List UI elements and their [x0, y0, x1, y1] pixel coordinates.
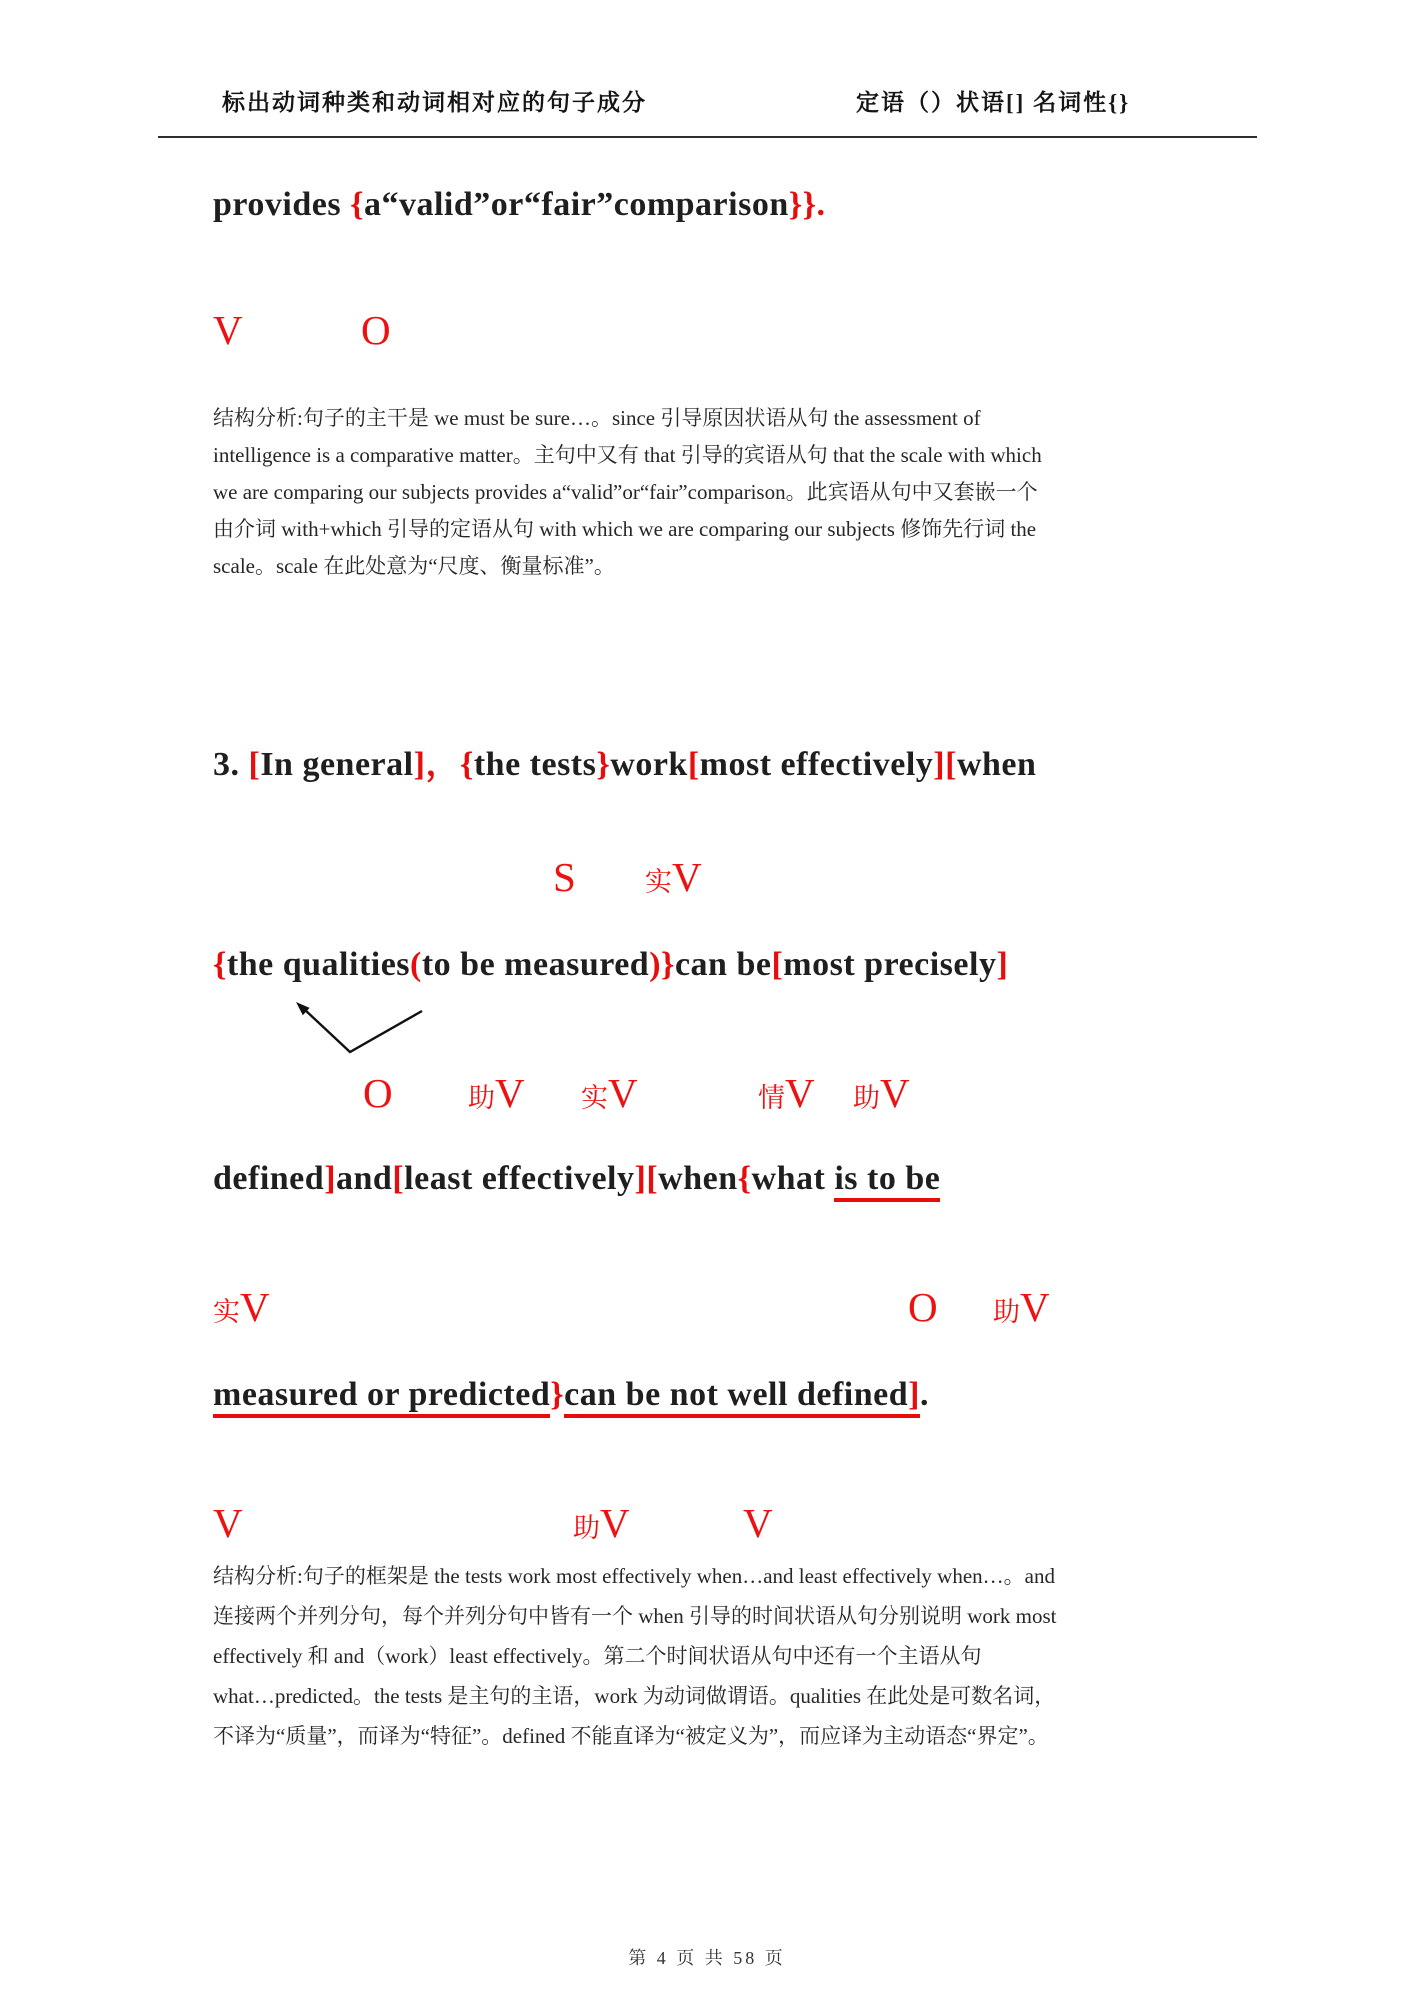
auxiliary-verb-label: 助V	[993, 1284, 1050, 1330]
sentence3-annotation-row4	[213, 1488, 1293, 1544]
analysis-line: 不译为“质量”，而译为“特征”。defined 不能直译为“被定义为”，而应译为主动语态“界定”。	[213, 1724, 1049, 1748]
subject-label: S	[553, 854, 576, 900]
verb-label: V	[743, 1500, 773, 1546]
analysis-line: intelligence is a comparative matter。主句中又有 that 引导的宾语从句 that the scale with which	[213, 443, 1042, 467]
object-label: O	[363, 1070, 393, 1116]
sentence3-heading-line2: {the qualities(to be measured)}can be[most precisely]	[213, 946, 1009, 983]
sentence3-annotation-row3	[213, 1272, 1293, 1328]
analysis-line: scale。scale 在此处意为“尺度、衡量标准”。	[213, 554, 615, 578]
sentence3-heading-line3: defined]and[least effectively][when{what is to be	[213, 1160, 940, 1198]
object-label: O	[361, 307, 391, 353]
analysis-line: 由介词 with+which 引导的定语从句 with which we are comparing our subjects 修饰先行词 the	[213, 517, 1037, 541]
modal-verb-label: 情V	[758, 1070, 815, 1116]
analysis-line: effectively 和 and（work）least effectively。第二个时间状语从句中还有一个主语从句	[213, 1644, 982, 1668]
header-legend-right: 定语（）状语[] 名词性{}	[856, 90, 1131, 115]
analysis-line: what…predicted。the tests 是主句的主语，work 为动词做谓语。qualities 在此处是可数名词，	[213, 1684, 1056, 1708]
header-rule	[158, 136, 1257, 138]
analysis-line: 结构分析:句子的主干是 we must be sure…。since 引导原因状语从句 the assessment of	[213, 406, 981, 430]
sentence3-annotation-row2	[213, 1058, 1293, 1114]
analysis-line: 结构分析:句子的框架是 the tests work most effectively when…and least effectively when…。and	[213, 1564, 1055, 1588]
auxiliary-verb-label: 助V	[853, 1070, 910, 1116]
sentence3-heading-line4: measured or predicted}can be not well defined].	[213, 1376, 929, 1414]
page-number-footer: 第 4 页 共 58 页	[628, 1948, 786, 1968]
real-verb-label: 实V	[213, 1284, 270, 1330]
sentence1-heading: provides {a“valid”or“fair”comparison}}.	[213, 186, 826, 223]
verb-label: V	[213, 307, 243, 353]
analysis-line: 连接两个并列分句，每个并列分句中皆有一个 when 引导的时间状语从句分别说明 work most	[213, 1604, 1057, 1628]
verb-label: V	[213, 1500, 243, 1546]
sentence3-heading-line1: 3. [In general]，{the tests}work[most effectively][when	[213, 746, 1037, 783]
header-title-left: 标出动词种类和动词相对应的句子成分	[222, 90, 647, 115]
sentence1-annotation-row	[213, 295, 1293, 351]
auxiliary-verb-label: 助V	[468, 1070, 525, 1116]
real-verb-label: 实V	[645, 854, 702, 900]
object-label: O	[908, 1284, 938, 1330]
qualities-pointer-arrow	[288, 998, 438, 1060]
analysis-line: we are comparing our subjects provides a“valid”or“fair”comparison。此宾语从句中又套嵌一个	[213, 480, 1038, 504]
real-verb-label: 实V	[581, 1070, 638, 1116]
sentence3-annotation-row1	[213, 842, 1293, 898]
structural-analysis-1	[213, 400, 1268, 585]
structural-analysis-2	[213, 1556, 1268, 1756]
auxiliary-verb-label: 助V	[573, 1500, 630, 1546]
